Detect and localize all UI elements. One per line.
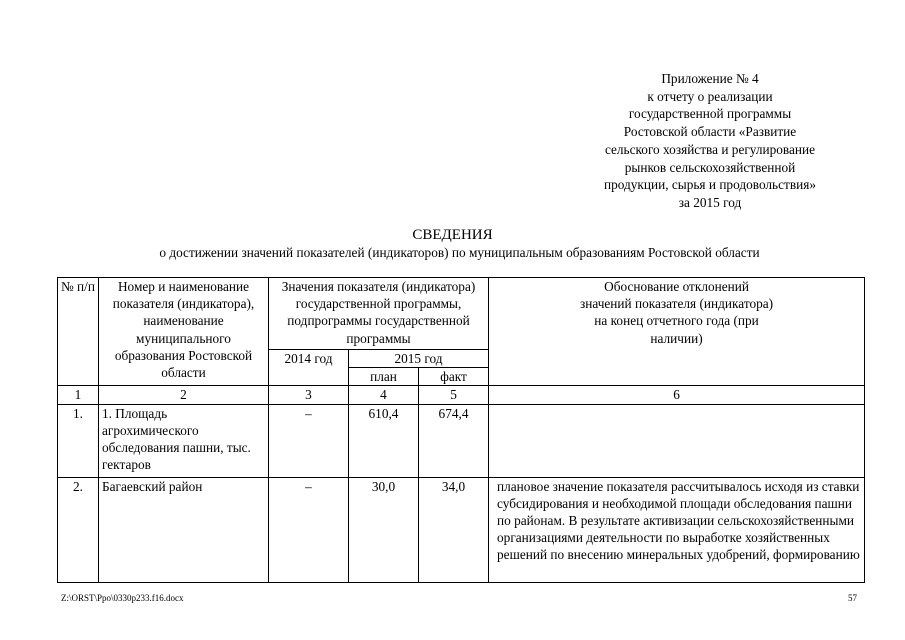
document-heading bbox=[0, 226, 905, 261]
row-reason bbox=[489, 404, 865, 477]
header-name: Номер и наименование показателя (индикатора), наименование муниципального образования Ростовской области bbox=[99, 278, 269, 386]
numbering-cell: 5 bbox=[419, 386, 489, 404]
header-values: Значения показателя (индикатора) государственной программы, подпрограммы государственной программы bbox=[269, 278, 489, 350]
appendix-line: продукции, сырья и продовольствия» bbox=[603, 177, 816, 193]
row-number: 1. bbox=[58, 404, 99, 477]
document-title: СВЕДЕНИЯ bbox=[412, 227, 493, 243]
appendix-line: рынков сельскохозяйственной bbox=[624, 159, 796, 175]
row-value-plan: 610,4 bbox=[349, 404, 419, 477]
header-year-2015: 2015 год bbox=[349, 350, 489, 368]
header-year-2014: 2014 год bbox=[269, 350, 349, 386]
document-subtitle: о достижении значений показателей (индикаторов) по муниципальным образованиям Ростовской области bbox=[159, 245, 760, 260]
numbering-cell: 6 bbox=[489, 386, 865, 404]
indicators-table bbox=[57, 277, 865, 583]
row-value-2014: – bbox=[269, 477, 349, 582]
appendix-line: сельского хозяйства и регулирование bbox=[604, 141, 816, 157]
row-value-plan: 30,0 bbox=[349, 477, 419, 582]
row-district-name: Багаевский район bbox=[99, 477, 269, 582]
appendix-line: к отчету о реализации bbox=[647, 88, 773, 104]
appendix-line: за 2015 год bbox=[678, 194, 742, 210]
header-reason: Обоснование отклонений значений показателя (индикатора) на конец отчетного года (при наличии) bbox=[489, 278, 865, 386]
row-value-fact: 34,0 bbox=[419, 477, 489, 582]
header-fact: факт bbox=[419, 368, 489, 386]
file-path: Z:\ORST\Ppo\0330p233.f16.docx bbox=[61, 593, 184, 603]
appendix-line: государственной программы bbox=[628, 106, 792, 122]
page-number: 57 bbox=[848, 593, 857, 603]
row-value-2014: – bbox=[269, 404, 349, 477]
header-plan: план bbox=[349, 368, 419, 386]
table-row bbox=[58, 477, 865, 582]
page-footer bbox=[61, 592, 857, 604]
table-row bbox=[58, 404, 865, 477]
appendix-line: Приложение № 4 bbox=[661, 71, 759, 86]
numbering-cell: 2 bbox=[99, 386, 269, 404]
row-reason: плановое значение показателя рассчитывалось исходя из ставки субсидирования и необходимой площади обследования пашни по районам. В результате активизации сельскохозяйственными организациями деятельности по выработке хозяйственных решений по внесению минеральных удобрений, формированию bbox=[489, 477, 865, 582]
numbering-cell: 4 bbox=[349, 386, 419, 404]
appendix-line: Ростовской области «Развитие bbox=[623, 124, 797, 140]
row-number: 2. bbox=[58, 477, 99, 582]
row-value-fact: 674,4 bbox=[419, 404, 489, 477]
numbering-row bbox=[58, 386, 865, 404]
numbering-cell: 3 bbox=[269, 386, 349, 404]
numbering-cell: 1 bbox=[58, 386, 99, 404]
header-number: № п/п bbox=[58, 278, 99, 386]
appendix-caption bbox=[560, 70, 860, 212]
row-indicator-name: 1. Площадь агрохимического обследования пашни, тыс. гектаров bbox=[99, 404, 269, 477]
